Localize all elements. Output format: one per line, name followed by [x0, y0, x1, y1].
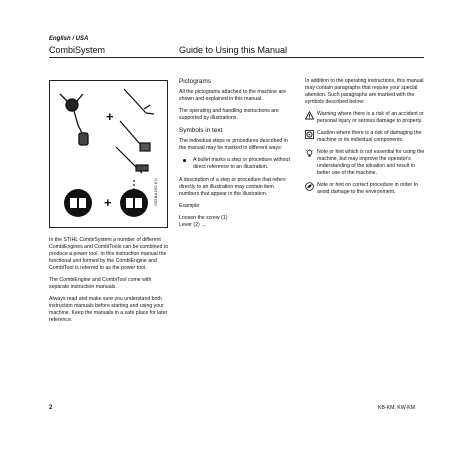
environment-text: Note or hint on correct procedure in order to avoid damage to the environment.: [317, 182, 418, 195]
hint-lightbulb-icon: [305, 149, 314, 158]
column-intro: [49, 237, 169, 329]
caution-text: Caution where there is a risk of damaging the machine or its individual components.: [317, 130, 422, 143]
example-line-2: Lever (2) ...: [179, 222, 206, 228]
warning-triangle-icon: [305, 111, 314, 120]
page-title: Guide to Using this Manual: [179, 45, 288, 55]
language-label: English / USA: [49, 36, 89, 42]
bullet-text: A bullet marks a step or procedure without direct reference to an illustration.: [193, 157, 290, 170]
pictograms-paragraph-1: All the pictograms attached to the machine are shown and explained in this manual.: [179, 89, 286, 102]
symbols-heading: Symbols in text: [179, 127, 223, 134]
intro-paragraph-1: In the STIHL CombiSystem a number of different CombiEngines and CombiTools can be combined to produce a power tool. In this instruction manual the functional unit formed by the CombiEngine and CombiTool is referred to as the power tool.: [49, 237, 169, 271]
svg-text:+: +: [106, 109, 114, 124]
example-label: Example:: [179, 203, 201, 209]
note-entry: [305, 149, 427, 177]
svg-text:+: +: [104, 195, 112, 210]
environment-entry: [305, 182, 427, 196]
illustration-paragraph: A description of a step or procedure that refers directly to an illustration may contain item numbers that appear in the illustration.: [179, 177, 286, 197]
pictograms-paragraph-2: The operating and handling instructions are supported by illustrations.: [179, 108, 279, 121]
pictograms-heading: Pictograms: [179, 78, 211, 85]
page-number: 2: [49, 405, 53, 411]
symbols-paragraph: The individual steps or procedures described in the manual may be marked in different ways:: [179, 138, 288, 151]
intro-paragraph-3: Always read and make sure you understand both instruction manuals before starting and using your machine. Keep the manuals in a safe place for later reference.: [49, 296, 168, 323]
note-text: Note or hint which is not essential for using the machine, but may improve the operator's understanding of the situation and result in better use of the machine.: [317, 149, 425, 176]
caution-entry: [305, 130, 427, 144]
caution-gear-icon: [305, 130, 314, 139]
example-line-1: Loosen the screw (1): [179, 215, 228, 221]
symbols-intro: In addition to the operating instructions, this manual may contain paragraphs that require your special attention. Such paragraphs are marked with the symbols described below:: [305, 78, 424, 105]
combisystem-drawing: [50, 81, 167, 227]
figure-id: 002BA160 KN: [153, 178, 158, 206]
bullet-item: [183, 157, 294, 171]
header-divider: [49, 57, 424, 58]
bullet-icon: [183, 159, 186, 162]
section-title: CombiSystem: [49, 45, 106, 55]
warning-text: Warning where there is a risk of an accident or personal injury or serious damage to property.: [317, 111, 424, 124]
combisystem-illustration: [49, 80, 168, 228]
model-label: KB-KM, KW-KM: [378, 405, 416, 411]
intro-paragraph-2: The CombiEngine and CombiTool come with separate instruction manuals.: [49, 277, 152, 290]
warning-entry: [305, 111, 427, 125]
column-guide: [179, 78, 294, 229]
environment-icon: [305, 182, 314, 191]
column-symbols: [305, 78, 427, 201]
